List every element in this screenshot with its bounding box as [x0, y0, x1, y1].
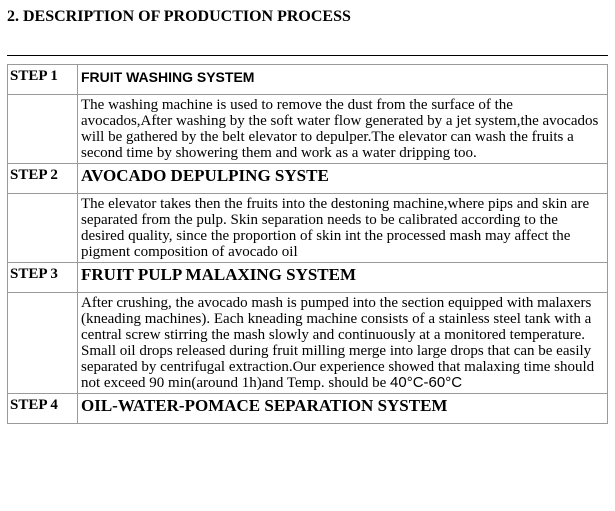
step-4-label: STEP 4: [8, 394, 78, 424]
step-3-description-cell: [78, 293, 608, 394]
step-1-title-row: [8, 65, 608, 95]
step-2-description-row: [8, 194, 608, 263]
step-2-title: AVOCADO DEPULPING SYSTE: [78, 164, 608, 194]
step-1-title: FRUIT WASHING SYSTEM: [78, 65, 608, 95]
step-4-title-row: [8, 394, 608, 424]
step-1-label: STEP 1: [8, 65, 78, 95]
step-2-label: STEP 2: [8, 164, 78, 194]
section-heading: 2. DESCRIPTION OF PRODUCTION PROCESS: [7, 8, 351, 25]
step-3-description: After crushing, the avocado mash is pumped into the section equipped with malaxers (kneading machines). Each kneading machine consists of a stainless steel tank with a central screw stirring the mash slowly and continuously at a monitored temperature. Small oil drops released during fruit milling merge into large drops that can be easily separated by centrifugal extraction.Our experience showed that malaxing time should not exceed 90 min(around 1h)and Temp. should be: [81, 295, 595, 391]
step-2-description: The elevator takes then the fruits into the destoning machine,where pips and skin are separated from the pulp. Skin separation needs to be calibrated according to the desired quality, since the proportion of skin int the processed mash may affect the pigment composition of avocado oil: [78, 194, 608, 263]
heading-divider: [7, 55, 608, 56]
step-3-title-row: [8, 263, 608, 293]
step-3-temperature: 40°C-60°C: [390, 374, 463, 391]
step-1-description: The washing machine is used to remove the dust from the surface of the avocados,After washing by the soft water flow generated by a jet system,the avocados will be gathered by the belt elevator to depulper.The elevator can wash the fruits a second time by showering them and work as a water dripping too.: [78, 95, 608, 164]
step-3-description-row: [8, 293, 608, 394]
step-3-title: FRUIT PULP MALAXING SYSTEM: [78, 263, 608, 293]
step-4-title: OIL-WATER-POMACE SEPARATION SYSTEM: [78, 394, 608, 424]
step-2-spacer-cell: [8, 194, 78, 263]
process-steps-table: [7, 64, 608, 424]
step-1-description-row: [8, 95, 608, 164]
step-3-spacer-cell: [8, 293, 78, 394]
step-1-spacer-cell: [8, 95, 78, 164]
step-3-label: STEP 3: [8, 263, 78, 293]
step-2-title-row: [8, 164, 608, 194]
